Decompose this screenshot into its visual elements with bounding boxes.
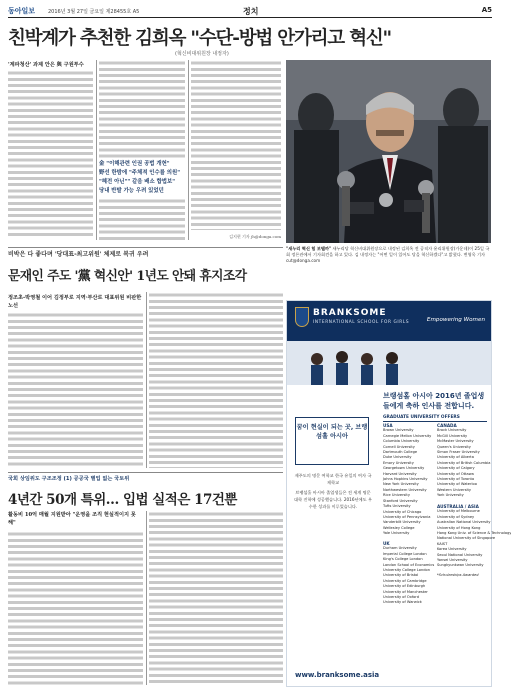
university-item: McMaster University [437, 439, 474, 444]
story2-text-col1 [8, 312, 143, 468]
story1-kicker: '계파청산' 과제 안은 與 구원투수 [8, 62, 84, 68]
story2-text-col2 [149, 292, 283, 468]
university-item: University of Calgary [437, 466, 475, 471]
pullquote-line: 野선 한밤에 "주체적 인수를 의원" [99, 170, 181, 176]
school-crest-icon [295, 307, 309, 327]
usa-header: USA [383, 423, 393, 428]
story1-text-col3 [191, 60, 281, 230]
university-item: Duke University [383, 455, 412, 460]
ad-footnote: *Scholarships Awarded [437, 573, 479, 577]
university-item: Harvard University [383, 471, 417, 476]
other-header: AUSTRALIA / ASIA [437, 504, 479, 509]
university-item: University of Oxford [383, 595, 419, 600]
university-item: University of Hong Kong [437, 525, 481, 530]
university-item: York University [437, 493, 464, 498]
university-item: Dartmouth College [383, 450, 418, 455]
university-item: KAIST [437, 541, 448, 546]
university-item: University of Melbourne [437, 509, 480, 514]
column-divider [188, 60, 189, 240]
section-rule [8, 472, 283, 473]
university-item: Durham University [383, 546, 417, 551]
story1-byline: 김지현 기자 jh@donga.com [229, 234, 281, 239]
university-item: Yale University [383, 531, 410, 536]
university-item: University of Toronto [437, 477, 475, 482]
university-item: University of Warwick [383, 600, 422, 605]
canada-list [437, 423, 489, 499]
newspaper-logo: 동아일보 [8, 7, 36, 15]
university-item: University of Edinburgh [383, 584, 426, 589]
university-item: London School of Economics [383, 562, 435, 567]
ad-promo-box [289, 417, 377, 647]
university-item: Stanford University [383, 498, 418, 503]
caption-title: "새누리 혁신 힘 보탤까" [286, 246, 332, 251]
university-item: Northwestern University [383, 487, 427, 492]
university-item: Carnegie Mellon University [383, 433, 432, 438]
story3-tag: 국회 상임위도 구조조정 (1) 공공국 별업 없는 국토위 [8, 476, 130, 482]
pullquote-line: 당내 반발 가능 우려 있었던 [99, 188, 164, 194]
pullquote-line: 金 "이해관련 인권 공법 개헌" [99, 161, 170, 167]
pullquote-line: "혜전 아닌"" 같음 배소 합법보" [99, 179, 176, 185]
section-rule [8, 247, 283, 248]
press-conference-photo [286, 60, 491, 243]
photo-caption [286, 246, 491, 264]
university-item: University of Manchester [383, 589, 428, 594]
university-item: Australian National University [437, 520, 491, 525]
ad-image-strip [287, 341, 491, 385]
university-item: Queen's University [437, 444, 471, 449]
story1-text-col2b [99, 198, 185, 242]
university-item: Columbia University [383, 439, 420, 444]
university-item: University of Pennsylvania [383, 514, 431, 519]
story2-sub: 정조초-박영철 이어 김정부로 지역·부산로 대표위원 비판한 노선 [8, 295, 142, 309]
university-item: Simon Fraser University [437, 450, 480, 455]
story3 [8, 475, 283, 687]
page-number: A5 [481, 6, 492, 14]
university-item: National University of Singapore [437, 536, 496, 541]
issue-date: 2016년 3월 27일 금요일 제28455호 A5 [48, 9, 140, 15]
university-item: Brown University [383, 428, 414, 433]
story3-text-col2 [149, 511, 283, 685]
university-item: Western University [437, 487, 472, 492]
story1-text-col1 [8, 70, 93, 236]
university-item: New York University [383, 482, 419, 487]
university-item: Yonsei University [437, 558, 468, 563]
story2-kicker: 비박은 다 좋다며 '당대표-최고위원' 체제로 복귀 우려 [8, 251, 149, 258]
university-item: McGill University [437, 433, 468, 438]
ad-brand: BRANKSOME [313, 308, 387, 318]
ad-website: www.branksome.asia [295, 671, 380, 679]
university-item: Hong Kong Univ. of Science & Technology [437, 531, 511, 536]
column-divider [96, 60, 97, 240]
other-list [437, 504, 511, 569]
school-advertisement [286, 300, 511, 687]
university-item: Seoul National University [437, 552, 483, 557]
caption-text: 새누리당 혁신비대위원장으로 내정된 김희옥 전 공직자 윤리위원장(가운데)이 25일 국회 정론관에서 기자회견을 하고 있다. 김 내정자는 "어떤 일이 있어도 당을 혁신하겠다"고 밝혔다. 변영욱 기자 cut@donga.com [286, 246, 490, 263]
uk-header: UK [383, 541, 390, 546]
page-header [8, 4, 492, 18]
story2-headline: 문재인 주도 '黨 혁신안' 1년도 안돼 휴지조각 [8, 269, 247, 284]
promo-title: 꿈이 현실이 되는 곳, 브랭섬홀 아시아 [296, 424, 368, 440]
university-item: University of British Columbia [437, 460, 491, 465]
university-item: Brock University [437, 428, 467, 433]
usa-list [383, 423, 437, 537]
university-item: Korea University [437, 547, 467, 552]
university-item: Tufts University [383, 504, 411, 509]
ad-tagline: INTERNATIONAL SCHOOL FOR GIRLS [313, 320, 410, 325]
column-divider [146, 511, 147, 685]
promo-frame [295, 417, 369, 465]
news-photo [286, 60, 491, 243]
offers-label: GRADUATE UNIVERSITY OFFERS [383, 415, 487, 422]
university-item: University of Waterloo [437, 482, 477, 487]
university-item: University of Sydney [437, 514, 475, 519]
story3-sub: 활동비 10억 매월 지원받아 "운영을 조직 현실적이지 못해" [8, 512, 136, 526]
university-item: University College London [383, 568, 430, 573]
ad-slogan: Empowering Women [426, 317, 485, 323]
ad-body [287, 341, 511, 686]
university-item: Georgetown University [383, 466, 425, 471]
promo-body: 브랭섬홀 아시아 졸업생들은 전 세계 명문 대학 진학에 성공했습니다. 2016년에도 우수한 성과를 이루었습니다. [294, 490, 372, 509]
story3-headline: 4년간 50개 특위… 입법 실적은 17건뿐 [8, 492, 237, 508]
university-item: University of Alberta [437, 455, 474, 460]
university-item: Wellesley College [383, 525, 415, 530]
column-divider [146, 292, 147, 468]
university-item: Rice University [383, 493, 410, 498]
university-item: Cornell University [383, 444, 415, 449]
university-item: Imperial College London [383, 551, 427, 556]
university-item: Johns Hopkins University [383, 477, 428, 482]
university-item: University of Ottawa [437, 471, 474, 476]
university-item: Vanderbilt University [383, 520, 421, 525]
story3-text-col1 [8, 531, 143, 685]
university-item: Sungkyunkwan University [437, 563, 484, 568]
story1-text-col2 [99, 60, 185, 158]
canada-header: CANADA [437, 423, 457, 428]
ad-banner [287, 301, 491, 341]
university-item: University of Cambridge [383, 578, 427, 583]
main-subline: (혁신비대위원장 내정자) [175, 51, 229, 57]
students-photo [287, 341, 491, 385]
university-item: University of Bristol [383, 573, 419, 578]
promo-sub: 제주도의 명문 여학교 한국 유일의 여자 국제학교 [294, 473, 372, 485]
promo-text [293, 472, 373, 510]
uk-list [383, 541, 437, 606]
university-item: Emory University [383, 460, 414, 465]
university-item: King's College London [383, 557, 423, 562]
ad-heading: 브랭섬홀 아시아 2016년 졸업생들에게 축하 인사를 전합니다. [383, 392, 485, 410]
main-headline: 친박계가 추천한 김희옥 "수단-방법 안가리고 혁신" [8, 28, 391, 49]
university-item: University of Chicago [383, 509, 422, 514]
story1-pullquote [99, 160, 189, 196]
section-name: 정치 [243, 7, 259, 16]
